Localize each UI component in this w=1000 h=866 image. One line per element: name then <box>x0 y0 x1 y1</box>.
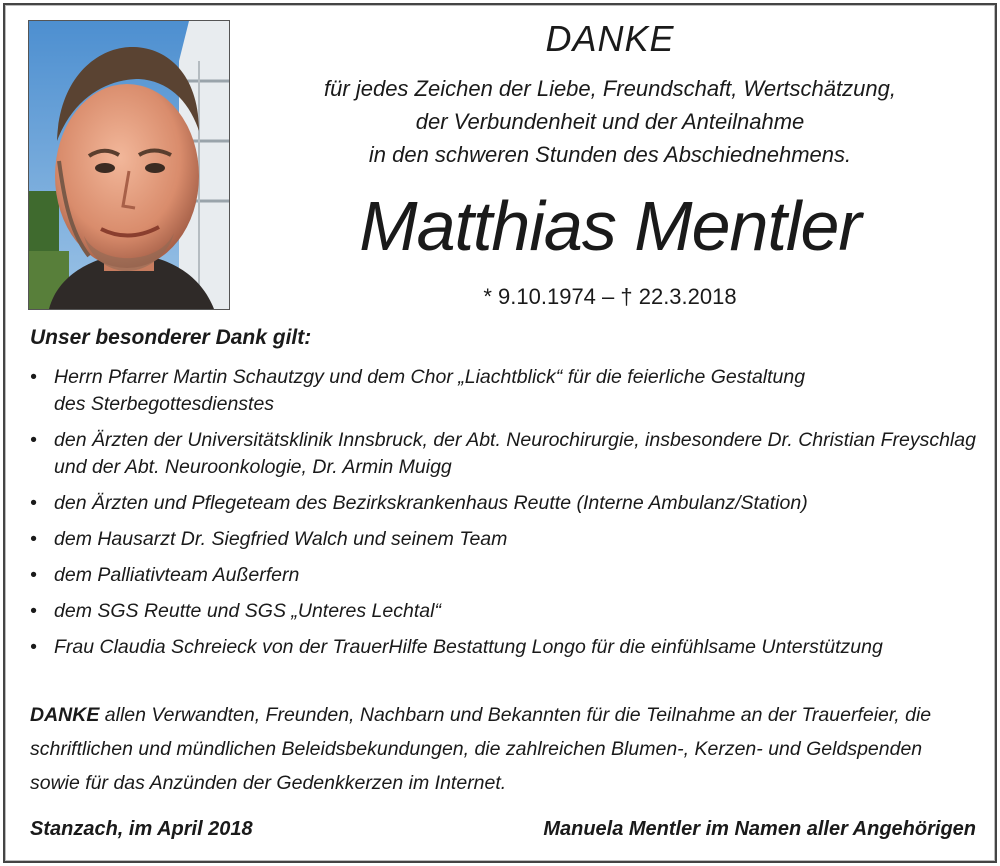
list-item <box>30 562 980 589</box>
thanks-list <box>30 364 980 670</box>
list-item <box>30 364 980 418</box>
intro-line: der Verbundenheit und der Anteilnahme <box>415 109 805 134</box>
bullet-icon: • <box>30 600 37 622</box>
closing-text: allen Verwandten, Freunden, Nachbarn und Bekannten für die Teilnahme an der Trauerfeier, die <box>99 704 932 726</box>
list-item-line: dem Palliativteam Außerfern <box>54 564 300 586</box>
list-item-line: Herrn Pfarrer Martin Schautzgy und dem Chor „Liachtblick“ für die feierliche Gestaltung <box>54 366 806 388</box>
bullet-icon: • <box>30 636 37 658</box>
closing-paragraph <box>30 698 980 800</box>
life-dates: * 9.10.1974 – † 22.3.2018 <box>483 284 737 309</box>
bullet-icon: • <box>30 429 37 451</box>
list-item-line: und der Abt. Neuroonkologie, Dr. Armin Muigg <box>54 456 452 478</box>
bullet-icon: • <box>30 492 37 514</box>
closing-line: schriftlichen und mündlichen Beleidsbekundungen, die zahlreichen Blumen-, Kerzen- und Geldspenden <box>30 738 923 760</box>
portrait-photo <box>28 20 230 310</box>
list-item <box>30 427 980 481</box>
place-date: Stanzach, im April 2018 <box>30 818 253 840</box>
bullet-icon: • <box>30 366 37 388</box>
bullet-icon: • <box>30 528 37 550</box>
list-item-line: dem SGS Reutte und SGS „Unteres Lechtal“ <box>54 600 441 622</box>
bullet-icon: • <box>30 564 37 586</box>
danke-title: DANKE <box>545 18 675 59</box>
list-item-line: den Ärzten und Pflegeteam des Bezirkskrankenhaus Reutte (Interne Ambulanz/Station) <box>54 492 808 514</box>
intro-line: in den schweren Stunden des Abschiednehmens. <box>368 142 852 167</box>
list-item-line: den Ärzten der Universitätsklinik Innsbruck, der Abt. Neurochirurgie, insbesondere Dr. Christian Freyschlag <box>54 429 976 451</box>
closing-lead: DANKE <box>30 704 100 726</box>
intro-text <box>300 72 920 171</box>
special-thanks-heading: Unser besonderer Dank gilt: <box>30 326 312 349</box>
list-item <box>30 490 980 517</box>
list-item <box>30 526 980 553</box>
list-item <box>30 598 980 625</box>
deceased-name: Matthias Mentler <box>359 187 861 265</box>
list-item-line: dem Hausarzt Dr. Siegfried Walch und seinem Team <box>54 528 508 550</box>
portrait-illustration <box>29 21 229 309</box>
intro-line: für jedes Zeichen der Liebe, Freundschaft, Wertschätzung, <box>324 76 896 101</box>
list-item-line: Frau Claudia Schreieck von der TrauerHilfe Bestattung Longo für die einfühlsame Unterstützung <box>54 636 883 658</box>
closing-line <box>30 698 980 732</box>
list-item <box>30 634 980 661</box>
signature: Manuela Mentler im Namen aller Angehörigen <box>543 818 976 840</box>
list-item-line: des Sterbegottesdienstes <box>54 393 275 415</box>
closing-line: sowie für das Anzünden der Gedenkkerzen im Internet. <box>30 772 507 794</box>
